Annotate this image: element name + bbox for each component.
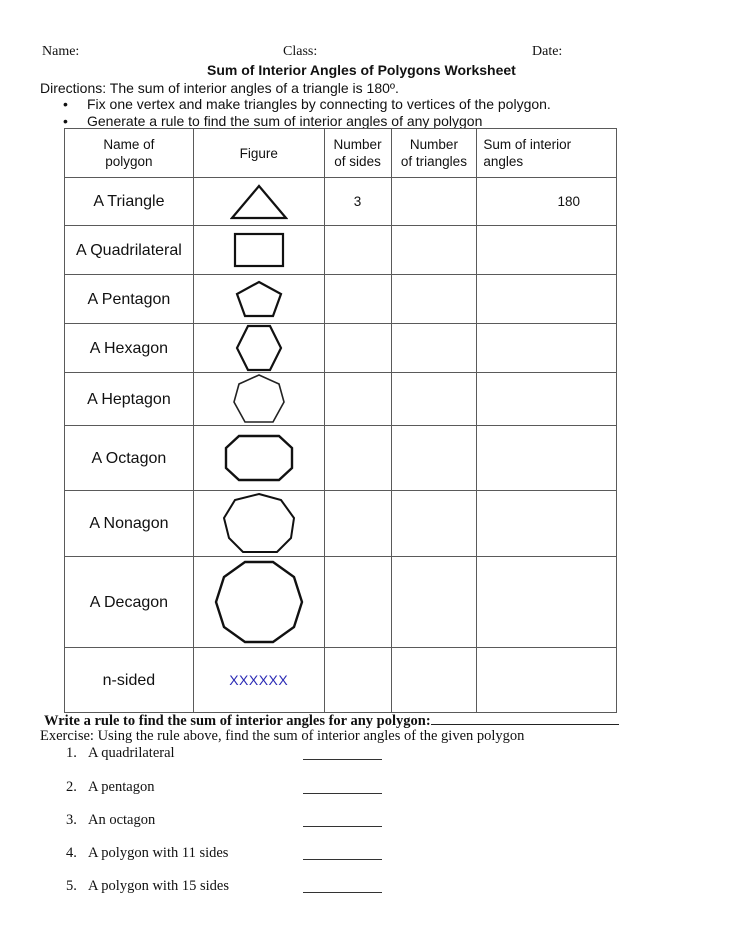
exercise-number: 4. (66, 845, 77, 861)
figure-cell (193, 373, 324, 426)
decagon-icon (214, 560, 304, 644)
bullet-icon: • (63, 96, 68, 112)
sides-cell[interactable] (324, 373, 391, 426)
rectangle-icon (233, 232, 285, 268)
polygon-name: A Nonagon (65, 491, 194, 557)
sum-cell[interactable] (477, 426, 617, 491)
direction-bullet (63, 96, 551, 112)
answer-blank[interactable] (303, 793, 382, 794)
sum-cell[interactable] (477, 491, 617, 557)
figure-cell (193, 426, 324, 491)
table-row (65, 373, 617, 426)
header-figure: Figure (193, 129, 324, 178)
figure-cell (193, 324, 324, 373)
triangles-cell[interactable] (391, 557, 477, 648)
polygon-name: A Decagon (65, 557, 194, 648)
polygon-name: A Quadrilateral (65, 226, 194, 275)
sides-cell[interactable] (324, 557, 391, 648)
figure-cell (193, 275, 324, 324)
answer-blank[interactable] (303, 859, 382, 860)
polygon-name: A Hexagon (65, 324, 194, 373)
bullet-text: Generate a rule to find the sum of interior angles of any polygon (87, 113, 483, 129)
sum-cell[interactable] (477, 324, 617, 373)
header-number-of-triangles: Number of triangles (391, 129, 477, 178)
figure-cell (193, 178, 324, 226)
date-label: Date: (532, 44, 563, 59)
polygon-name: A Octagon (65, 426, 194, 491)
sum-cell[interactable] (477, 226, 617, 275)
bullet-text: Fix one vertex and make triangles by connecting to vertices of the polygon. (87, 96, 551, 112)
table-row (65, 324, 617, 373)
exercise-number: 2. (66, 779, 77, 795)
rule-prompt-text: Write a rule to find the sum of interior angles for any polygon: (44, 713, 431, 729)
table-row (65, 557, 617, 648)
polygon-table (64, 128, 617, 713)
triangles-cell[interactable] (391, 426, 477, 491)
bullet-icon: • (63, 113, 68, 129)
sides-cell[interactable] (324, 648, 391, 713)
table-row (65, 491, 617, 557)
triangles-cell[interactable] (391, 324, 477, 373)
worksheet-title: Sum of Interior Angles of Polygons Worksheet (207, 62, 516, 78)
octagon-icon (224, 434, 294, 482)
class-label: Class: (283, 44, 318, 59)
header-number-of-sides: Number of sides (324, 129, 391, 178)
hexagon-icon (235, 324, 283, 372)
triangles-cell[interactable] (391, 226, 477, 275)
directions-intro: Directions: The sum of interior angles of a triangle is 180º. (40, 80, 399, 96)
rule-answer-blank[interactable] (431, 712, 619, 725)
sides-cell[interactable]: 3 (324, 178, 391, 226)
table-header-row (65, 129, 617, 178)
name-label: Name: (42, 44, 80, 59)
table-row (65, 275, 617, 324)
triangle-icon (230, 184, 288, 220)
sides-cell[interactable] (324, 275, 391, 324)
exercise-text: A polygon with 15 sides (88, 878, 229, 894)
header-name-of-polygon: Name of polygon (65, 129, 194, 178)
answer-blank[interactable] (303, 759, 382, 760)
nonagon-icon (221, 492, 297, 556)
exercise-number: 3. (66, 812, 77, 828)
sides-cell[interactable] (324, 491, 391, 557)
answer-blank[interactable] (303, 826, 382, 827)
figure-cell (193, 226, 324, 275)
table-row (65, 226, 617, 275)
sides-cell[interactable] (324, 324, 391, 373)
triangles-cell[interactable] (391, 648, 477, 713)
exercise-text: A quadrilateral (88, 745, 175, 761)
sum-cell[interactable] (477, 648, 617, 713)
triangles-cell[interactable] (391, 178, 477, 226)
triangles-cell[interactable] (391, 275, 477, 324)
exercise-intro: Exercise: Using the rule above, find the sum of interior angles of the given polygon (40, 728, 525, 744)
polygon-name: n-sided (65, 648, 194, 713)
table-row (65, 426, 617, 491)
answer-blank[interactable] (303, 892, 382, 893)
exercise-text: An octagon (88, 812, 156, 828)
sum-cell[interactable] (477, 373, 617, 426)
direction-bullet (63, 113, 483, 129)
polygon-name: A Pentagon (65, 275, 194, 324)
header-sum-of-interior-angles: Sum of interior angles (477, 129, 617, 178)
sides-cell[interactable] (324, 226, 391, 275)
table-row (65, 178, 617, 226)
polygon-name: A Heptagon (65, 373, 194, 426)
pentagon-icon (235, 280, 283, 318)
sum-cell[interactable] (477, 557, 617, 648)
exercise-number: 1. (66, 745, 77, 761)
exercise-text: A polygon with 11 sides (88, 845, 229, 861)
figure-placeholder: XXXXXX (193, 648, 324, 713)
sum-cell[interactable]: 180 (477, 178, 617, 226)
figure-cell (193, 557, 324, 648)
triangles-cell[interactable] (391, 373, 477, 426)
heptagon-icon (231, 373, 287, 425)
figure-cell (193, 491, 324, 557)
triangles-cell[interactable] (391, 491, 477, 557)
polygon-name: A Triangle (65, 178, 194, 226)
exercise-text: A pentagon (88, 779, 155, 795)
sides-cell[interactable] (324, 426, 391, 491)
sum-cell[interactable] (477, 275, 617, 324)
exercise-number: 5. (66, 878, 77, 894)
table-row (65, 648, 617, 713)
